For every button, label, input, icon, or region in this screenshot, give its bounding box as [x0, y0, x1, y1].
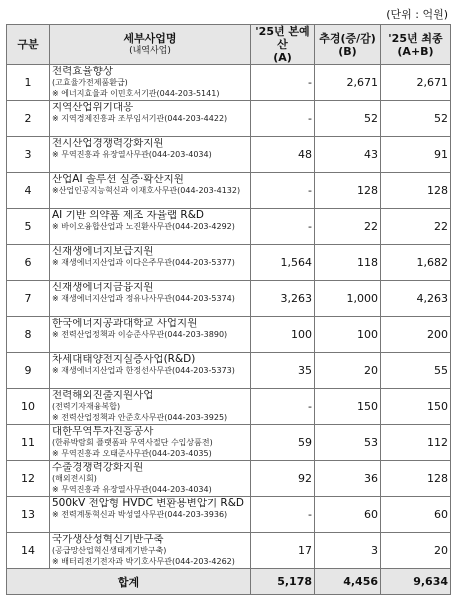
header-row [7, 25, 451, 65]
project-title: 대한무역투자진흥공사 [52, 426, 154, 437]
table-row [7, 461, 451, 497]
final-value: 128 [381, 173, 451, 209]
row-number: 2 [7, 101, 50, 137]
row-number: 9 [7, 353, 50, 389]
table-row [7, 389, 451, 425]
header-budget-sub: (A) [273, 51, 292, 64]
project-detail: ※ 전력산업정책과 안준호사무관(044-203-3925) [52, 413, 228, 422]
supplementary-value: 2,671 [315, 65, 381, 101]
budget-table [6, 24, 451, 595]
project-name-cell [50, 65, 251, 101]
final-value: 4,263 [381, 281, 451, 317]
final-value: 60 [381, 497, 451, 533]
budget-value: - [251, 389, 315, 425]
supplementary-value: 60 [315, 497, 381, 533]
final-value: 200 [381, 317, 451, 353]
row-number: 5 [7, 209, 50, 245]
row-number: 6 [7, 245, 50, 281]
supplementary-value: 52 [315, 101, 381, 137]
project-name-cell [50, 281, 251, 317]
row-number: 13 [7, 497, 50, 533]
project-detail: ※ 무역진흥과 오태준사무관(044-203-4035) [52, 449, 212, 458]
budget-value: 100 [251, 317, 315, 353]
final-value: 22 [381, 209, 451, 245]
project-detail: ※ 무역진흥과 유장열사무관(044-203-4034) [52, 485, 212, 494]
budget-value: 48 [251, 137, 315, 173]
budget-value: 35 [251, 353, 315, 389]
project-title: 한국에너지공과대학교 사업지원 [52, 318, 198, 329]
header-no: 구분 [7, 25, 50, 65]
project-title: 차세대태양전지실증사업(R&D) [52, 354, 196, 365]
final-value: 112 [381, 425, 451, 461]
row-number: 10 [7, 389, 50, 425]
project-title: 산업AI 솔루션 실증·확산지원 [52, 174, 184, 185]
project-detail: ※ 전력계통혁신과 박성열사무관(044-203-3936) [52, 510, 228, 519]
project-detail: (공급망산업혁신생태계기반구축) [52, 546, 167, 555]
supplementary-value: 100 [315, 317, 381, 353]
project-detail: ※ 재생에너지산업과 정유나사무관(044-203-5374) [52, 294, 235, 303]
final-value: 20 [381, 533, 451, 569]
project-name-cell [50, 497, 251, 533]
table-row [7, 353, 451, 389]
total-supplementary: 4,456 [315, 569, 381, 595]
header-supp-sub: (B) [338, 44, 357, 58]
header-name-sub: (내역사업) [129, 45, 171, 56]
project-title: 전시산업경쟁력강화지원 [52, 138, 164, 149]
final-value: 150 [381, 389, 451, 425]
supplementary-value: 36 [315, 461, 381, 497]
row-number: 4 [7, 173, 50, 209]
final-value: 1,682 [381, 245, 451, 281]
table-row [7, 137, 451, 173]
supplementary-value: 1,000 [315, 281, 381, 317]
total-final: 9,634 [381, 569, 451, 595]
row-number: 11 [7, 425, 50, 461]
project-name-cell [50, 209, 251, 245]
table-row [7, 425, 451, 461]
table-row [7, 101, 451, 137]
header-final-sub: (A+B) [397, 44, 434, 58]
project-name-cell [50, 173, 251, 209]
project-title: 수출경쟁력강화지원 [52, 462, 144, 473]
table-row [7, 281, 451, 317]
project-title: 신재생에너지보급지원 [52, 246, 154, 257]
row-number: 1 [7, 65, 50, 101]
project-name-cell [50, 317, 251, 353]
project-title: 전력효율향상 [52, 66, 113, 77]
total-row [7, 569, 451, 595]
project-detail: ※ 지역경제진흥과 조부임서기관(044-203-4422) [52, 114, 228, 123]
project-name-cell [50, 389, 251, 425]
final-value: 2,671 [381, 65, 451, 101]
project-detail: (해외전시회) [52, 474, 97, 483]
budget-value: 92 [251, 461, 315, 497]
budget-value: 59 [251, 425, 315, 461]
row-number: 8 [7, 317, 50, 353]
project-detail: ※ 에너지효율과 이민호서기관(044-203-5141) [52, 89, 220, 98]
project-detail: (고효율가전제품환급) [52, 78, 128, 87]
supplementary-value: 3 [315, 533, 381, 569]
budget-value: - [251, 497, 315, 533]
supplementary-value: 118 [315, 245, 381, 281]
project-detail: ※ 무역진흥과 유장열사무관(044-203-4034) [52, 150, 212, 159]
supplementary-value: 22 [315, 209, 381, 245]
project-name-cell [50, 461, 251, 497]
project-detail: ※ 재생에너지산업과 한정선사무관(044-203-5373) [52, 366, 235, 375]
header-final: '25년 최종 (A+B) [381, 25, 451, 65]
budget-value: - [251, 101, 315, 137]
table-row [7, 209, 451, 245]
unit-label: (단위 : 억원) [386, 8, 448, 21]
supplementary-value: 128 [315, 173, 381, 209]
project-detail: ※ 바이오융합산업과 노진환사무관(044-203-4292) [52, 222, 235, 231]
budget-value: - [251, 65, 315, 101]
project-detail: ※ 전력산업정책과 이승준사무관(044-203-3890) [52, 330, 228, 339]
project-detail: (전력기자재융복합) [52, 402, 121, 411]
header-name: 세부사업명 (내역사업) [50, 25, 251, 65]
table-row [7, 245, 451, 281]
budget-value: 3,263 [251, 281, 315, 317]
table-row [7, 65, 451, 101]
project-name-cell [50, 137, 251, 173]
final-value: 91 [381, 137, 451, 173]
project-name-cell [50, 101, 251, 137]
project-detail: ※산업인공지능혁신과 이재호사무관(044-203-4132) [52, 186, 241, 195]
project-title: 국가생산성혁신기반구축 [52, 534, 164, 545]
table-row [7, 173, 451, 209]
row-number: 3 [7, 137, 50, 173]
budget-value: 1,564 [251, 245, 315, 281]
table-row [7, 497, 451, 533]
supplementary-value: 150 [315, 389, 381, 425]
budget-value: - [251, 173, 315, 209]
project-name-cell [50, 245, 251, 281]
table-row [7, 533, 451, 569]
final-value: 128 [381, 461, 451, 497]
project-title: 신재생에너지금융지원 [52, 282, 154, 293]
final-value: 55 [381, 353, 451, 389]
supplementary-value: 20 [315, 353, 381, 389]
header-budget: '25년 본예산 (A) [251, 25, 315, 65]
project-name-cell [50, 353, 251, 389]
row-number: 12 [7, 461, 50, 497]
total-label: 합계 [7, 569, 251, 595]
budget-value: 17 [251, 533, 315, 569]
project-title: 전력해외진출지원사업 [52, 390, 154, 401]
project-title: AI 기반 의약품 제조 자율랩 R&D [52, 210, 204, 221]
table-row [7, 317, 451, 353]
project-title: 500kV 전압형 HVDC 변환용변압기 R&D [52, 498, 245, 509]
row-number: 7 [7, 281, 50, 317]
budget-value: - [251, 209, 315, 245]
project-title: 지역산업위기대응 [52, 102, 134, 113]
project-name-cell [50, 425, 251, 461]
supplementary-value: 43 [315, 137, 381, 173]
header-supplementary: 추경(증/감) (B) [315, 25, 381, 65]
project-detail: ※ 재생에너지산업과 이다은주무관(044-203-5377) [52, 258, 235, 267]
row-number: 14 [7, 533, 50, 569]
project-detail: ※ 배터리전기전자과 박기호사무관(044-203-4262) [52, 557, 235, 566]
project-name-cell [50, 533, 251, 569]
project-detail: (한류박람회 플랫폼파 무역사절단 수입상품전) [52, 438, 213, 447]
total-budget: 5,178 [251, 569, 315, 595]
supplementary-value: 53 [315, 425, 381, 461]
final-value: 52 [381, 101, 451, 137]
